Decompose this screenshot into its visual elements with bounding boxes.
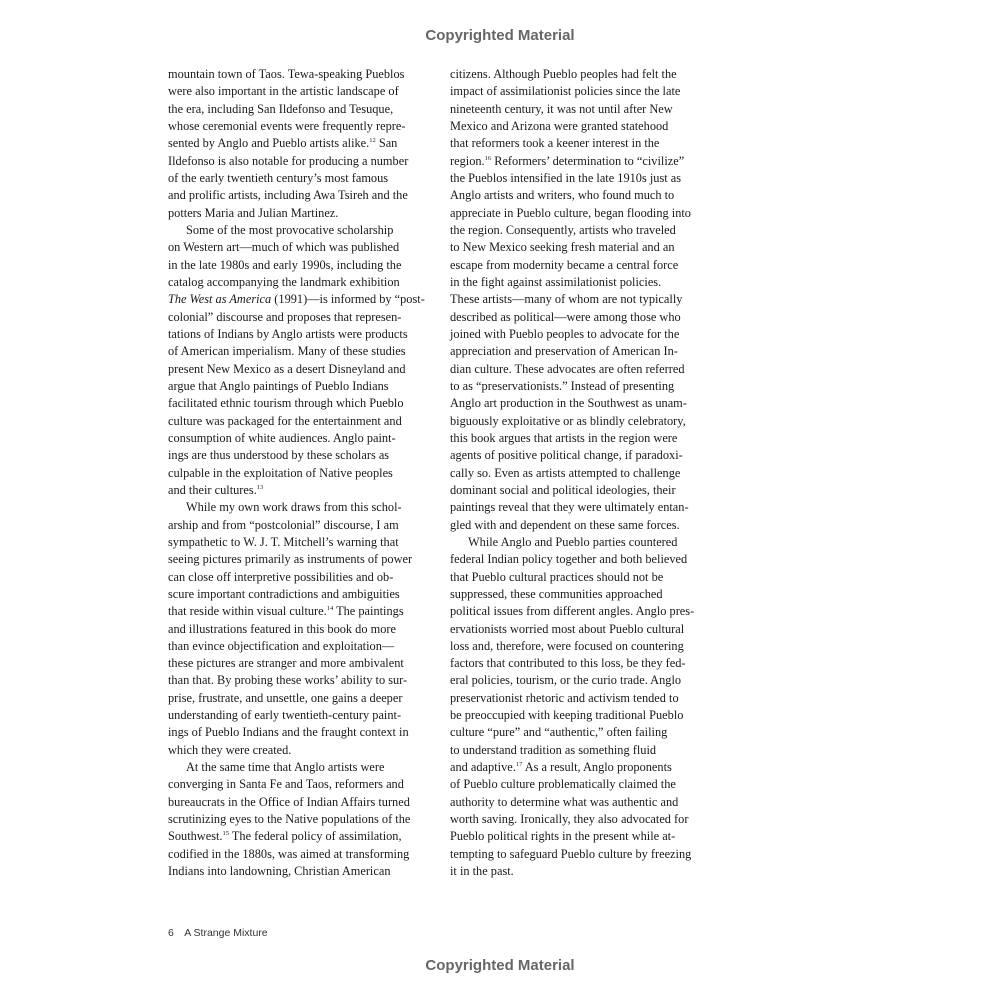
line-text: escape from modernity became a central force	[450, 257, 679, 272]
text-line	[450, 257, 712, 274]
line-text: Some of the most provocative scholarship	[186, 222, 394, 237]
left-text-column	[168, 66, 432, 880]
text-line	[450, 742, 712, 759]
text-line	[450, 499, 712, 516]
line-text: paintings reveal that they were ultimately entan-	[450, 500, 689, 515]
line-text: than that. By probing these works’ ability to sur-	[168, 673, 408, 688]
line-text-continued: San	[375, 136, 398, 151]
text-line	[450, 707, 712, 724]
line-text: region.	[450, 153, 485, 168]
line-text: facilitated ethnic tourism through which Pueblo	[168, 396, 404, 411]
line-text: While my own work draws from this schol-	[186, 500, 402, 515]
text-line	[450, 690, 712, 707]
line-text: prise, frustrate, and unsettle, one gains a deeper	[168, 690, 403, 705]
line-text: culture was packaged for the entertainment and	[168, 413, 402, 428]
line-text: consumption of white audiences. Anglo paint-	[168, 430, 396, 445]
line-text: and their cultures.	[168, 482, 257, 497]
text-line	[168, 811, 432, 828]
line-text: mountain town of Taos. Tewa-speaking Pueblos	[168, 67, 405, 81]
text-line	[450, 430, 712, 447]
line-text: joined with Pueblo peoples to advocate for the	[450, 326, 680, 341]
text-line	[168, 759, 432, 776]
text-line	[450, 413, 712, 430]
line-text: scrutinizing eyes to the Native populations of the	[168, 812, 411, 827]
text-line	[450, 828, 712, 845]
line-text: in the fight against assimilationist policies.	[450, 274, 662, 289]
watermark-bottom: Copyrighted Material	[425, 957, 575, 974]
text-line	[450, 239, 712, 256]
footnote-marker: 17	[515, 761, 523, 769]
text-line	[450, 759, 712, 776]
text-line	[450, 863, 712, 880]
line-text: it in the past.	[450, 864, 514, 879]
line-text: dominant social and political ideologies, their	[450, 482, 676, 497]
text-line	[168, 378, 432, 395]
line-text: Anglo art production in the Southwest as unam-	[450, 396, 687, 411]
text-line	[168, 343, 432, 360]
line-text: of the early twentieth century’s most famous	[168, 170, 389, 185]
text-line	[168, 83, 432, 100]
line-text: appreciation and preservation of American In-	[450, 344, 678, 359]
line-text: preservationist rhetoric and activism tended to	[450, 690, 679, 705]
line-text: potters Maria and Julian Martinez.	[168, 205, 339, 220]
running-title: A Strange Mixture	[184, 927, 268, 939]
text-line	[168, 672, 432, 689]
line-text: and prolific artists, including Awa Tsireh and the	[168, 188, 408, 203]
line-text-continued: As a result, Anglo proponents	[522, 760, 672, 775]
text-line	[168, 776, 432, 793]
text-line	[450, 724, 712, 741]
text-line	[168, 395, 432, 412]
text-line	[450, 153, 712, 170]
footnote-marker: 13	[256, 483, 264, 491]
text-line	[168, 447, 432, 464]
line-text: authority to determine what was authentic and	[450, 794, 679, 809]
text-line	[450, 794, 712, 811]
line-text-continued: (1991)—is informed by “post-	[271, 292, 425, 307]
line-text: seeing pictures primarily as instruments of power	[168, 552, 413, 567]
line-text: argue that Anglo paintings of Pueblo Indians	[168, 378, 389, 393]
text-line	[450, 534, 712, 551]
text-line	[168, 551, 432, 568]
text-line	[168, 66, 432, 83]
line-text: biguously exploitative or as blindly celebratory,	[450, 413, 686, 428]
line-text: factors that contributed to this loss, be they fed-	[450, 656, 686, 671]
line-text: to understand tradition as something fluid	[450, 742, 657, 757]
text-line	[168, 690, 432, 707]
footnote-marker: 14	[326, 605, 334, 613]
text-line	[450, 101, 712, 118]
text-line	[450, 638, 712, 655]
line-text: and illustrations featured in this book do more	[168, 621, 396, 636]
line-text: culture “pure” and “authentic,” often failing	[450, 725, 668, 740]
line-text: codified in the 1880s, was aimed at transforming	[168, 846, 410, 861]
line-text: While Anglo and Pueblo parties countered	[468, 534, 678, 549]
line-text: whose ceremonial events were frequently repre-	[168, 118, 406, 133]
text-line	[450, 621, 712, 638]
text-line	[450, 205, 712, 222]
text-line	[168, 534, 432, 551]
line-text: in the late 1980s and early 1990s, including the	[168, 257, 402, 272]
line-text: which they were created.	[168, 742, 292, 757]
text-line	[450, 83, 712, 100]
text-line	[168, 863, 432, 880]
line-text: Ildefonso is also notable for producing a number	[168, 153, 409, 168]
line-text: worth saving. Ironically, they also advocated for	[450, 812, 689, 827]
line-text: ings of Pueblo Indians and the fraught context in	[168, 725, 409, 740]
line-text: described as political—were among those who	[450, 309, 681, 324]
line-text: present New Mexico as a desert Disneyland and	[168, 361, 406, 376]
line-text: nineteenth century, it was not until after New	[450, 101, 673, 116]
line-text-continued: The paintings	[333, 604, 404, 619]
text-line	[450, 309, 712, 326]
text-line	[450, 482, 712, 499]
line-text: the Pueblos intensified in the late 1910s just as	[450, 170, 682, 185]
line-text: on Western art—much of which was published	[168, 240, 400, 255]
line-text: arship and from “postcolonial” discourse, I am	[168, 517, 399, 532]
text-line	[450, 395, 712, 412]
text-line	[450, 274, 712, 291]
text-line	[450, 291, 712, 308]
text-line	[168, 586, 432, 603]
line-text: scure important contradictions and ambiguities	[168, 586, 400, 601]
footnote-marker: 16	[484, 154, 492, 162]
text-line	[168, 707, 432, 724]
text-line	[450, 776, 712, 793]
text-line	[168, 291, 432, 308]
text-line	[168, 222, 432, 239]
line-text: Indians into landowning, Christian American	[168, 864, 391, 879]
text-line	[450, 118, 712, 135]
line-text: Anglo artists and writers, who found much to	[450, 188, 675, 203]
line-text: the era, including San Ildefonso and Tesuque,	[168, 101, 394, 116]
line-text: of Pueblo culture problematically claimed the	[450, 777, 676, 792]
text-line	[450, 343, 712, 360]
line-text: agents of positive political change, if paradoxi-	[450, 448, 683, 463]
text-line	[168, 413, 432, 430]
line-text-continued: Reformers’ determination to “civilize”	[491, 153, 685, 168]
text-line	[450, 378, 712, 395]
watermark-top: Copyrighted Material	[425, 27, 575, 44]
line-text: ings are thus understood by these scholars as	[168, 448, 390, 463]
line-text: and adaptive.	[450, 760, 516, 775]
text-line	[450, 187, 712, 204]
line-text: eral policies, tourism, or the curio trade. Anglo	[450, 673, 682, 688]
line-text: these pictures are stranger and more ambivalent	[168, 656, 404, 671]
footnote-marker: 12	[369, 137, 376, 145]
text-line	[168, 569, 432, 586]
text-line	[168, 361, 432, 378]
line-text: tempting to safeguard Pueblo culture by freezing	[450, 846, 692, 861]
text-line	[168, 118, 432, 135]
line-text: Southwest.	[168, 829, 223, 844]
line-text: impact of assimilationist policies since the late	[450, 84, 681, 99]
text-line	[450, 586, 712, 603]
line-text: ervationists worried most about Pueblo cultural	[450, 621, 685, 636]
line-text: be preoccupied with keeping traditional Pueblo	[450, 708, 684, 723]
text-line	[168, 482, 432, 499]
text-line	[168, 603, 432, 620]
text-line	[450, 846, 712, 863]
line-text: sented by Anglo and Pueblo artists alike.	[168, 136, 370, 151]
line-text: political issues from different angles. Anglo pres-	[450, 604, 695, 619]
text-line	[450, 326, 712, 343]
line-text: Mexico and Arizona were granted statehood	[450, 118, 669, 133]
line-text: that reformers took a keener interest in the	[450, 136, 660, 151]
line-text: that reside within visual culture.	[168, 604, 327, 619]
text-line	[168, 638, 432, 655]
line-text-continued: The federal policy of assimilation,	[229, 829, 402, 844]
page-footer	[168, 927, 268, 939]
text-line	[168, 499, 432, 516]
text-line	[450, 517, 712, 534]
text-line	[450, 811, 712, 828]
line-text: appreciate in Pueblo culture, began flooding into	[450, 205, 691, 220]
text-line	[168, 257, 432, 274]
text-line	[450, 672, 712, 689]
line-text: bureaucrats in the Office of Indian Affairs turned	[168, 794, 410, 809]
line-text: of American imperialism. Many of these studies	[168, 344, 406, 359]
line-text: dian culture. These advocates are often referred	[450, 361, 685, 376]
line-text: gled with and dependent on these same forces.	[450, 517, 680, 532]
line-text: At the same time that Anglo artists were	[186, 760, 385, 775]
line-text: sympathetic to W. J. T. Mitchell’s warning that	[168, 534, 399, 549]
page-number: 6	[168, 927, 174, 939]
right-text-column	[450, 66, 712, 880]
line-text: catalog accompanying the landmark exhibition	[168, 274, 400, 289]
line-text: to as “preservationists.” Instead of presenting	[450, 378, 675, 393]
text-line	[168, 170, 432, 187]
line-text: understanding of early twentieth-century paint-	[168, 708, 402, 723]
line-text: tations of Indians by Anglo artists were products	[168, 326, 408, 341]
line-text: culpable in the exploitation of Native peoples	[168, 465, 393, 480]
text-line	[168, 846, 432, 863]
text-line	[168, 205, 432, 222]
text-line	[168, 517, 432, 534]
text-line	[168, 153, 432, 170]
line-text: colonial” discourse and proposes that represen-	[168, 309, 402, 324]
line-text: this book argues that artists in the region were	[450, 430, 678, 445]
text-line	[168, 309, 432, 326]
line-text: Pueblo political rights in the present while at-	[450, 829, 676, 844]
text-line	[168, 274, 432, 291]
line-text: the region. Consequently, artists who traveled	[450, 222, 676, 237]
text-line	[168, 828, 432, 845]
line-text: federal Indian policy together and both believed	[450, 552, 688, 567]
text-line	[450, 551, 712, 568]
text-line	[168, 621, 432, 638]
text-line	[168, 326, 432, 343]
text-line	[450, 569, 712, 586]
text-line	[168, 135, 432, 152]
line-text: can close off interpretive possibilities and ob-	[168, 569, 394, 584]
text-line	[450, 603, 712, 620]
line-text: loss and, therefore, were focused on countering	[450, 638, 684, 653]
text-line	[168, 430, 432, 447]
italic-title: The West as America	[168, 292, 272, 307]
text-line	[168, 187, 432, 204]
line-text: citizens. Although Pueblo peoples had felt the	[450, 67, 677, 81]
line-text: cally so. Even as artists attempted to challenge	[450, 465, 681, 480]
text-line	[168, 239, 432, 256]
text-line	[168, 465, 432, 482]
footnote-marker: 15	[222, 830, 230, 838]
line-text: suppressed, these communities approached	[450, 586, 663, 601]
text-line	[168, 655, 432, 672]
text-line	[450, 170, 712, 187]
line-text: to New Mexico seeking fresh material and an	[450, 240, 675, 255]
text-line	[450, 66, 712, 83]
text-line	[450, 361, 712, 378]
line-text: were also important in the artistic landscape of	[168, 84, 399, 99]
text-line	[450, 465, 712, 482]
line-text: than evince objectification and exploitation—	[168, 638, 395, 653]
text-line	[168, 794, 432, 811]
text-line	[168, 724, 432, 741]
line-text: These artists—many of whom are not typically	[450, 292, 683, 307]
text-line	[450, 655, 712, 672]
text-line	[168, 742, 432, 759]
text-line	[450, 222, 712, 239]
line-text: that Pueblo cultural practices should not be	[450, 569, 664, 584]
line-text: converging in Santa Fe and Taos, reformers and	[168, 777, 404, 792]
text-line	[450, 135, 712, 152]
text-line	[450, 447, 712, 464]
text-line	[168, 101, 432, 118]
